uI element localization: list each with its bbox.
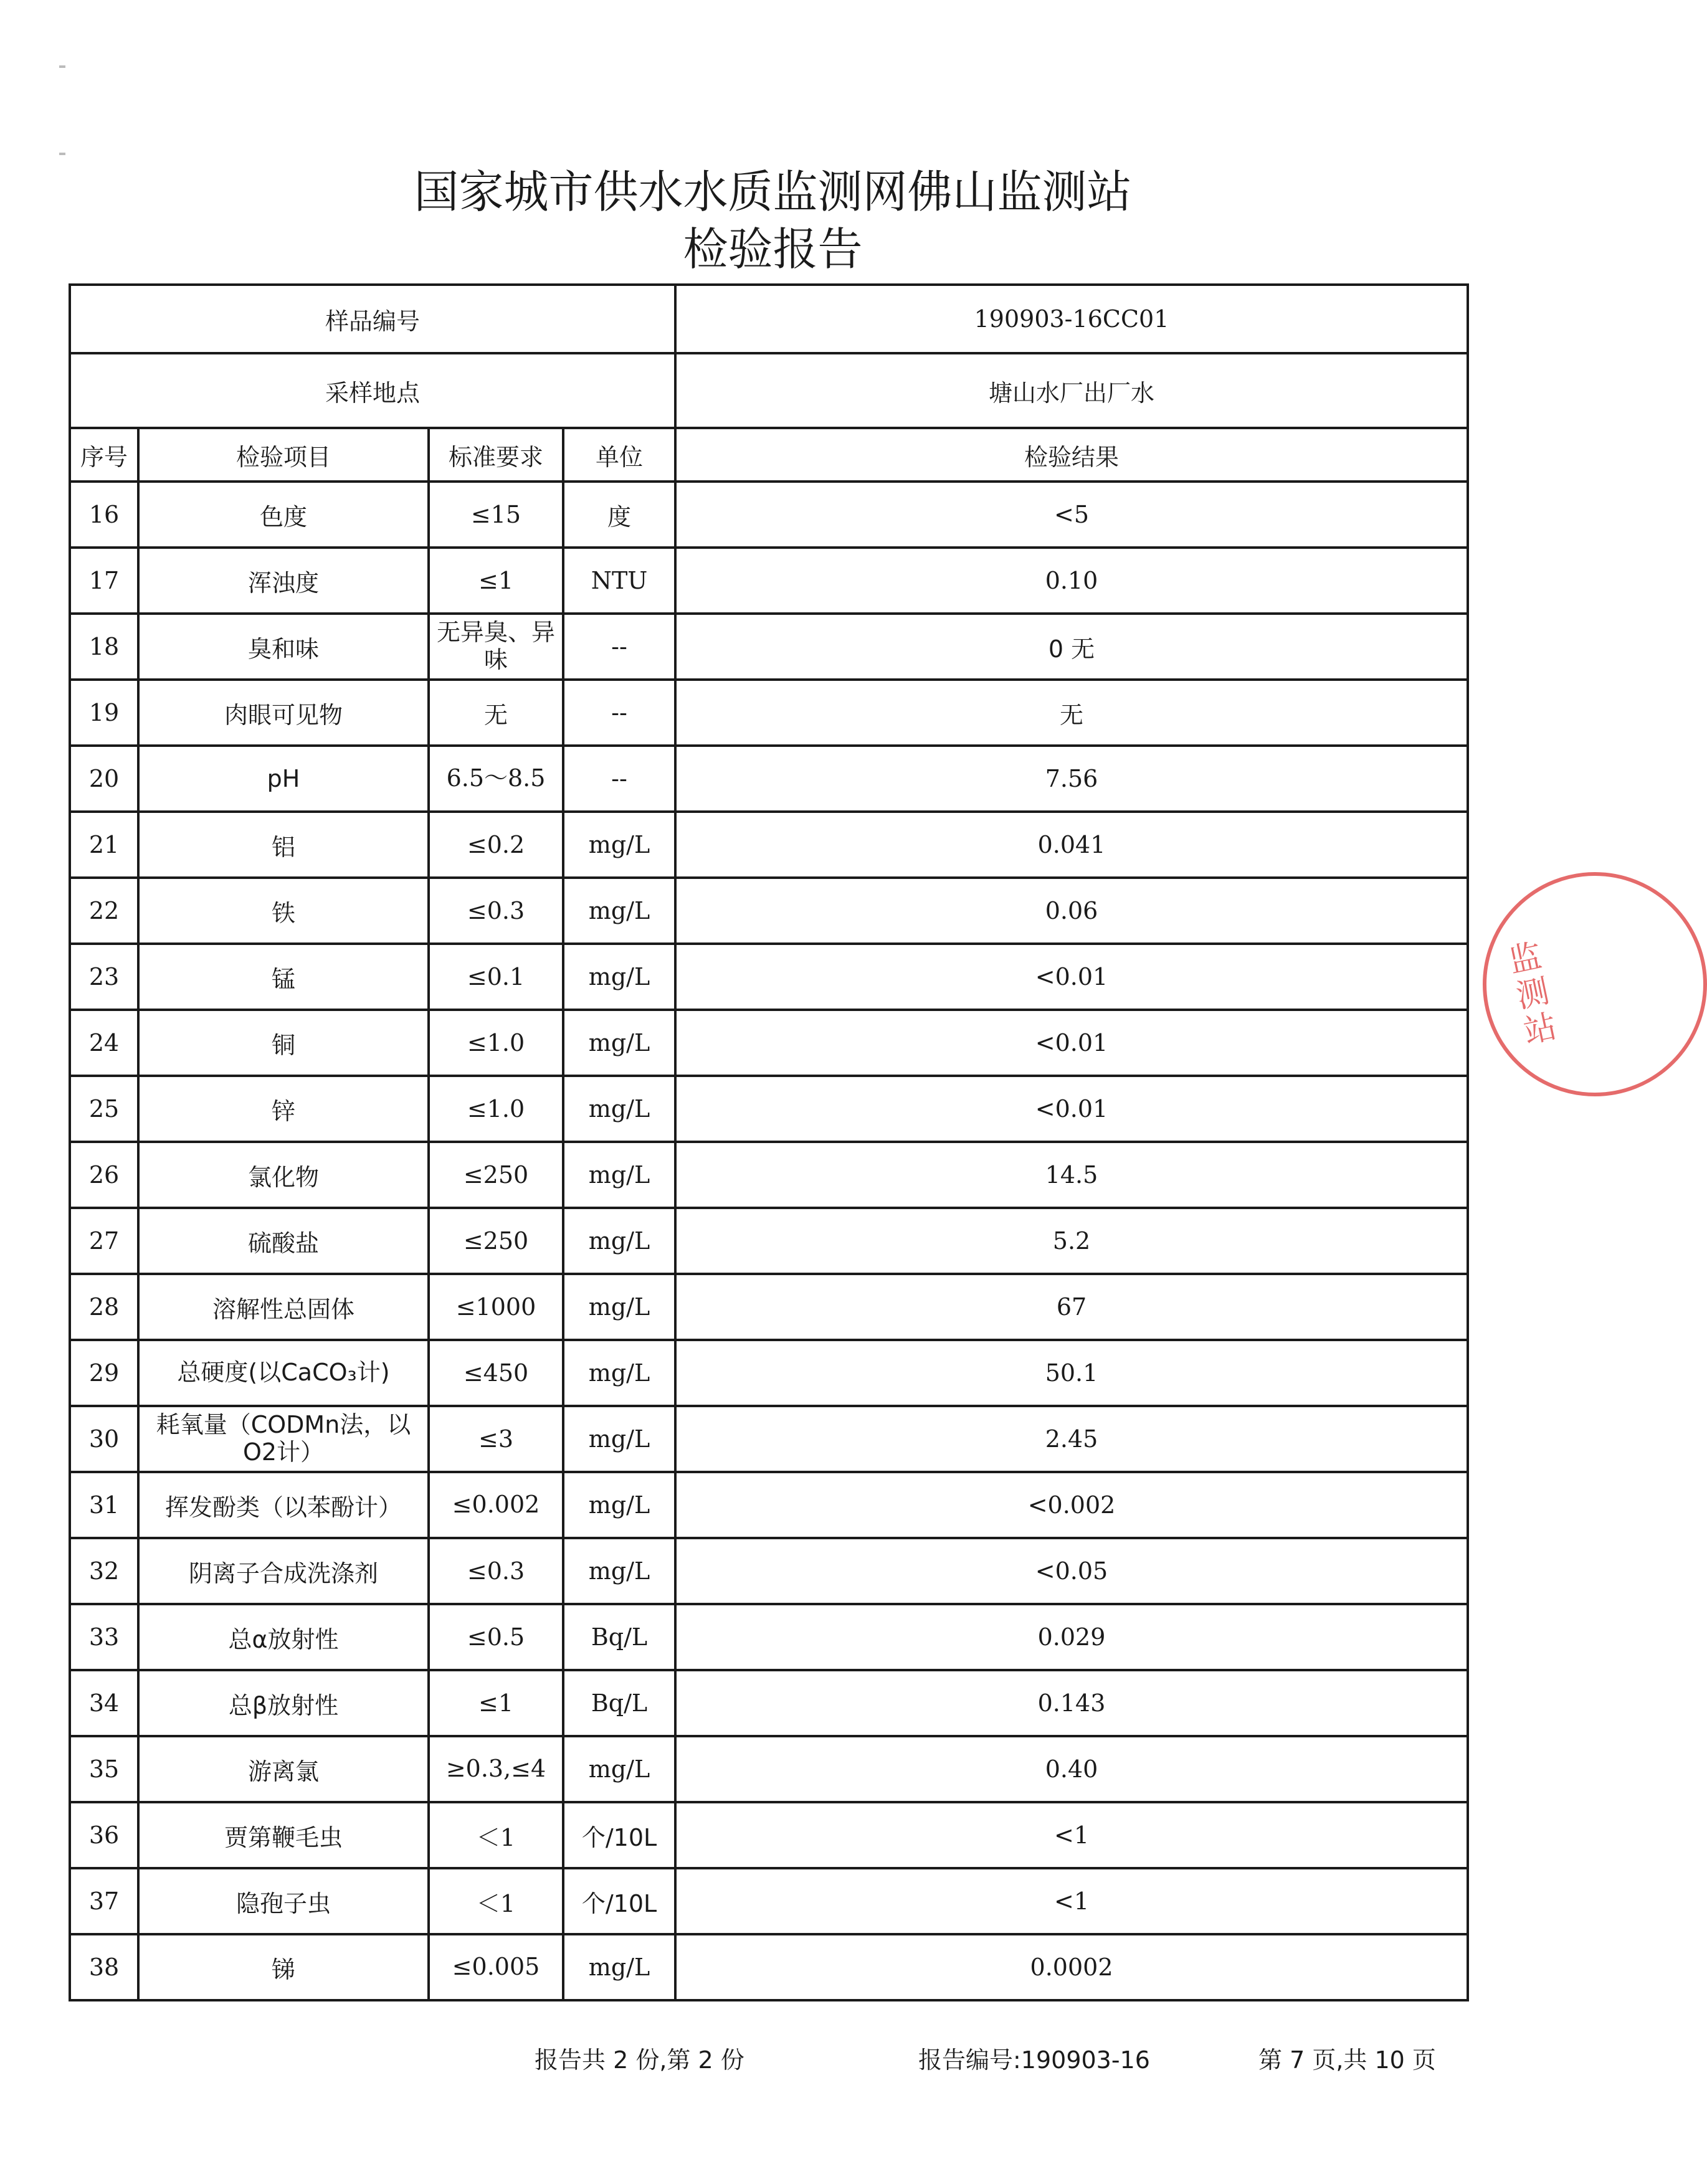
table-row bbox=[70, 944, 1468, 1010]
cell-result: 无 bbox=[675, 680, 1468, 746]
report-title: 国家城市供水水质监测网佛山监测站 bbox=[414, 166, 1132, 218]
cell-item: 硫酸盐 bbox=[138, 1208, 429, 1274]
cell-no: 35 bbox=[70, 1736, 138, 1802]
cell-standard: 无 bbox=[429, 680, 563, 746]
table-row bbox=[70, 1010, 1468, 1076]
cell-no: 26 bbox=[70, 1142, 138, 1208]
cell-result: 0.40 bbox=[675, 1736, 1468, 1802]
cell-no: 25 bbox=[70, 1076, 138, 1142]
cell-item: 总α放射性 bbox=[138, 1604, 429, 1670]
cell-standard: ≤1 bbox=[429, 548, 563, 614]
cell-standard: ≤250 bbox=[429, 1208, 563, 1274]
cell-item: 锌 bbox=[138, 1076, 429, 1142]
cell-unit: 度 bbox=[563, 482, 675, 548]
table-row bbox=[70, 1406, 1468, 1472]
cell-standard: 无异臭、异味 bbox=[429, 614, 563, 680]
table-row bbox=[70, 548, 1468, 614]
cell-item: 溶解性总固体 bbox=[138, 1274, 429, 1340]
cell-item: 铜 bbox=[138, 1010, 429, 1076]
table-row bbox=[70, 1670, 1468, 1736]
cell-no: 21 bbox=[70, 812, 138, 878]
location-row bbox=[70, 353, 1468, 428]
cell-no: 23 bbox=[70, 944, 138, 1010]
table-row bbox=[70, 1208, 1468, 1274]
cell-standard: ＜1 bbox=[429, 1802, 563, 1868]
cell-unit: mg/L bbox=[563, 1010, 675, 1076]
cell-unit: mg/L bbox=[563, 878, 675, 944]
cell-standard: ≤0.3 bbox=[429, 878, 563, 944]
cell-no: 17 bbox=[70, 548, 138, 614]
location-label: 采样地点 bbox=[70, 353, 675, 428]
cell-standard: ≤1000 bbox=[429, 1274, 563, 1340]
cell-item: 挥发酚类（以苯酚计） bbox=[138, 1472, 429, 1538]
cell-standard: ≥0.3,≤4 bbox=[429, 1736, 563, 1802]
cell-item: 游离氯 bbox=[138, 1736, 429, 1802]
cell-no: 38 bbox=[70, 1934, 138, 2000]
cell-item: pH bbox=[138, 746, 429, 812]
cell-result: 0.10 bbox=[675, 548, 1468, 614]
cell-item: 总硬度(以CaCO₃计) bbox=[138, 1340, 429, 1406]
table-row bbox=[70, 812, 1468, 878]
cell-result: 0.029 bbox=[675, 1604, 1468, 1670]
cell-no: 27 bbox=[70, 1208, 138, 1274]
cell-standard: ≤250 bbox=[429, 1142, 563, 1208]
table-row bbox=[70, 878, 1468, 944]
column-header-row bbox=[70, 428, 1468, 482]
table-row bbox=[70, 1538, 1468, 1604]
table-row bbox=[70, 614, 1468, 680]
scan-speck bbox=[59, 153, 65, 155]
footer-page: 第 7 页,共 10 页 bbox=[1258, 2046, 1436, 2074]
cell-item: 锑 bbox=[138, 1934, 429, 2000]
cell-no: 20 bbox=[70, 746, 138, 812]
cell-result: 5.2 bbox=[675, 1208, 1468, 1274]
sample-no-value: 190903-16CC01 bbox=[675, 285, 1468, 353]
cell-result: 0.06 bbox=[675, 878, 1468, 944]
cell-result: <0.002 bbox=[675, 1472, 1468, 1538]
table-row bbox=[70, 482, 1468, 548]
table-row bbox=[70, 746, 1468, 812]
table-row bbox=[70, 1340, 1468, 1406]
cell-unit: mg/L bbox=[563, 944, 675, 1010]
table-row bbox=[70, 1076, 1468, 1142]
cell-result: <1 bbox=[675, 1868, 1468, 1934]
cell-item: 浑浊度 bbox=[138, 548, 429, 614]
cell-no: 33 bbox=[70, 1604, 138, 1670]
cell-unit: NTU bbox=[563, 548, 675, 614]
cell-unit: mg/L bbox=[563, 1736, 675, 1802]
cell-result: <1 bbox=[675, 1802, 1468, 1868]
table-row bbox=[70, 1142, 1468, 1208]
cell-item: 臭和味 bbox=[138, 614, 429, 680]
cell-unit: mg/L bbox=[563, 1076, 675, 1142]
cell-result: <0.01 bbox=[675, 1010, 1468, 1076]
col-header-standard: 标准要求 bbox=[429, 428, 563, 482]
cell-item: 铝 bbox=[138, 812, 429, 878]
table-row bbox=[70, 1274, 1468, 1340]
cell-item: 贾第鞭毛虫 bbox=[138, 1802, 429, 1868]
cell-unit: Bq/L bbox=[563, 1670, 675, 1736]
cell-no: 30 bbox=[70, 1406, 138, 1472]
cell-result: 7.56 bbox=[675, 746, 1468, 812]
cell-unit: mg/L bbox=[563, 812, 675, 878]
cell-unit: mg/L bbox=[563, 1208, 675, 1274]
cell-result: <0.01 bbox=[675, 944, 1468, 1010]
col-header-no: 序号 bbox=[70, 428, 138, 482]
cell-result: 0.143 bbox=[675, 1670, 1468, 1736]
cell-standard: ≤0.1 bbox=[429, 944, 563, 1010]
results-table bbox=[69, 283, 1469, 2001]
cell-standard: ≤3 bbox=[429, 1406, 563, 1472]
cell-result: <5 bbox=[675, 482, 1468, 548]
cell-standard: ≤0.2 bbox=[429, 812, 563, 878]
table-row bbox=[70, 1868, 1468, 1934]
cell-no: 19 bbox=[70, 680, 138, 746]
cell-no: 28 bbox=[70, 1274, 138, 1340]
cell-no: 18 bbox=[70, 614, 138, 680]
cell-result: 50.1 bbox=[675, 1340, 1468, 1406]
cell-item: 隐孢子虫 bbox=[138, 1868, 429, 1934]
cell-result: 0.041 bbox=[675, 812, 1468, 878]
cell-standard: ＜1 bbox=[429, 1868, 563, 1934]
cell-no: 29 bbox=[70, 1340, 138, 1406]
cell-standard: ≤1.0 bbox=[429, 1076, 563, 1142]
cell-standard: ≤0.5 bbox=[429, 1604, 563, 1670]
cell-item: 铁 bbox=[138, 878, 429, 944]
cell-unit: mg/L bbox=[563, 1340, 675, 1406]
report-subtitle: 检验报告 bbox=[683, 223, 863, 275]
cell-unit: mg/L bbox=[563, 1142, 675, 1208]
table-row bbox=[70, 1934, 1468, 2000]
table-row bbox=[70, 1604, 1468, 1670]
scan-speck bbox=[59, 65, 65, 68]
cell-item: 阴离子合成洗涤剂 bbox=[138, 1538, 429, 1604]
cell-standard: ≤1 bbox=[429, 1670, 563, 1736]
cell-no: 24 bbox=[70, 1010, 138, 1076]
cell-no: 36 bbox=[70, 1802, 138, 1868]
footer-copies: 报告共 2 份,第 2 份 bbox=[535, 2046, 744, 2074]
cell-item: 氯化物 bbox=[138, 1142, 429, 1208]
cell-standard: ≤15 bbox=[429, 482, 563, 548]
cell-item: 总β放射性 bbox=[138, 1670, 429, 1736]
cell-standard: ≤0.005 bbox=[429, 1934, 563, 2000]
col-header-item: 检验项目 bbox=[138, 428, 429, 482]
cell-result: 0 无 bbox=[675, 614, 1468, 680]
cell-unit: Bq/L bbox=[563, 1604, 675, 1670]
location-value: 塘山水厂出厂水 bbox=[675, 353, 1468, 428]
cell-unit: -- bbox=[563, 614, 675, 680]
col-header-unit: 单位 bbox=[563, 428, 675, 482]
cell-item: 肉眼可见物 bbox=[138, 680, 429, 746]
cell-standard: ≤1.0 bbox=[429, 1010, 563, 1076]
cell-item: 色度 bbox=[138, 482, 429, 548]
cell-result: 14.5 bbox=[675, 1142, 1468, 1208]
cell-no: 22 bbox=[70, 878, 138, 944]
cell-no: 16 bbox=[70, 482, 138, 548]
cell-result: 0.0002 bbox=[675, 1934, 1468, 2000]
footer-report-no: 报告编号:190903-16 bbox=[918, 2046, 1150, 2074]
cell-no: 37 bbox=[70, 1868, 138, 1934]
cell-no: 34 bbox=[70, 1670, 138, 1736]
cell-result: <0.05 bbox=[675, 1538, 1468, 1604]
table-row bbox=[70, 1802, 1468, 1868]
cell-result: 67 bbox=[675, 1274, 1468, 1340]
cell-standard: ≤450 bbox=[429, 1340, 563, 1406]
cell-result: <0.01 bbox=[675, 1076, 1468, 1142]
cell-standard: ≤0.002 bbox=[429, 1472, 563, 1538]
table-row bbox=[70, 1736, 1468, 1802]
seal-text: 监测站 bbox=[1500, 938, 1559, 1052]
cell-standard: 6.5～8.5 bbox=[429, 746, 563, 812]
table-row bbox=[70, 1472, 1468, 1538]
cell-unit: mg/L bbox=[563, 1538, 675, 1604]
cell-unit: mg/L bbox=[563, 1274, 675, 1340]
col-header-result: 检验结果 bbox=[675, 428, 1468, 482]
cell-unit: -- bbox=[563, 680, 675, 746]
official-seal bbox=[1483, 872, 1570, 1096]
table-row bbox=[70, 680, 1468, 746]
cell-unit: mg/L bbox=[563, 1934, 675, 2000]
cell-unit: 个/10L bbox=[563, 1802, 675, 1868]
sample-no-label: 样品编号 bbox=[70, 285, 675, 353]
cell-no: 31 bbox=[70, 1472, 138, 1538]
cell-unit: -- bbox=[563, 746, 675, 812]
cell-no: 32 bbox=[70, 1538, 138, 1604]
cell-unit: 个/10L bbox=[563, 1868, 675, 1934]
cell-result: 2.45 bbox=[675, 1406, 1468, 1472]
cell-item: 耗氧量（CODMn法，以O2计） bbox=[138, 1406, 429, 1472]
cell-unit: mg/L bbox=[563, 1472, 675, 1538]
table-body bbox=[70, 285, 1468, 2000]
cell-item: 锰 bbox=[138, 944, 429, 1010]
sample-no-row bbox=[70, 285, 1468, 353]
cell-standard: ≤0.3 bbox=[429, 1538, 563, 1604]
cell-unit: mg/L bbox=[563, 1406, 675, 1472]
